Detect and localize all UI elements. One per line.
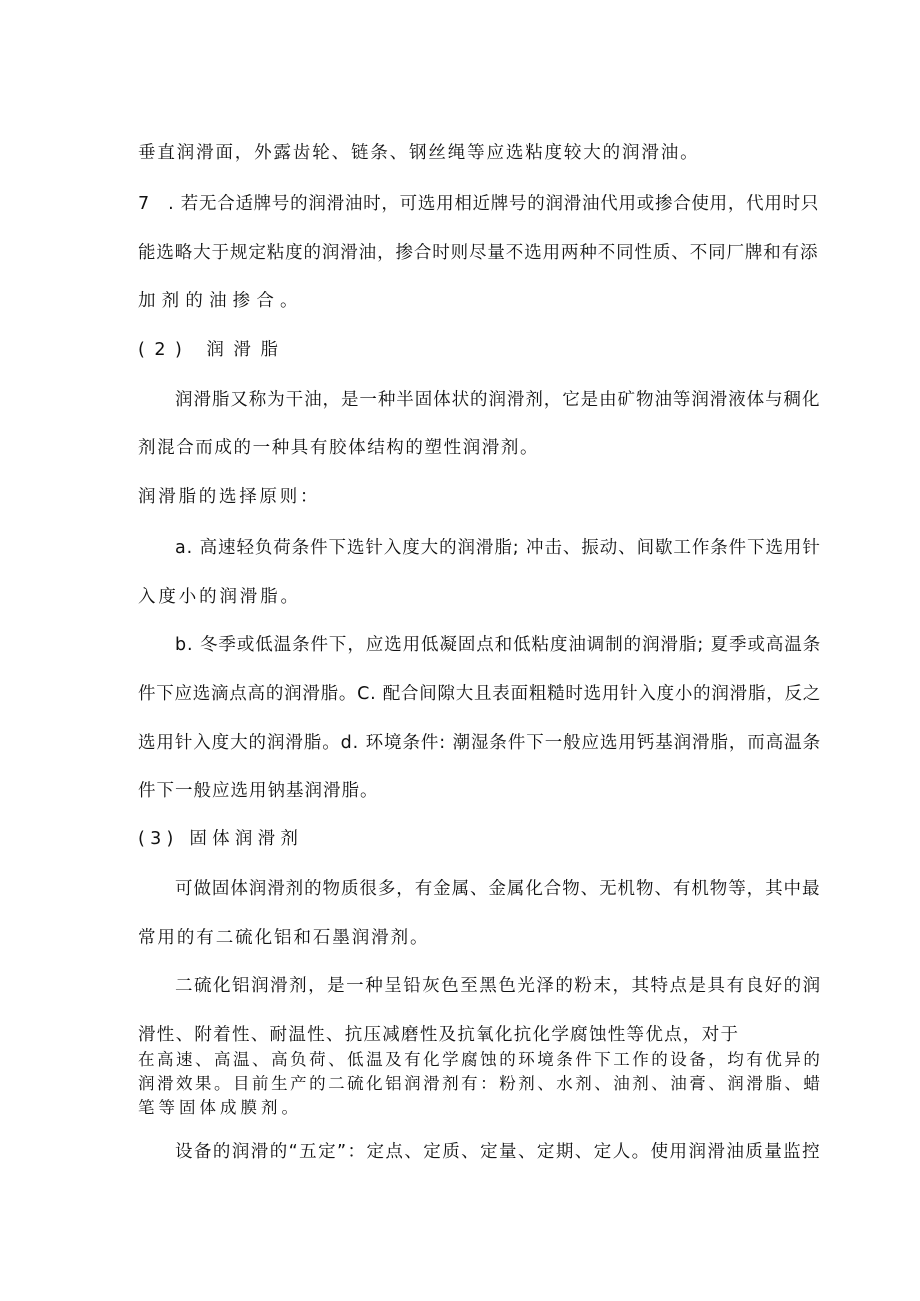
text-line: 常用的有二硫化铝和石墨润滑剂。 (138, 928, 430, 948)
text-line: 选用针入度大的润滑脂。d. 环境条件: 潮湿条件下一般应选用钙基润滑脂，而高温条 (138, 733, 821, 753)
text-line: a. 高速轻负荷条件下选针入度大的润滑脂; 冲击、振动、间歇工作条件下选用针 (175, 538, 821, 558)
text-line: b. 冬季或低温条件下，应选用低凝固点和低粘度油调制的润滑脂; 夏季或高温条 (175, 635, 822, 655)
section-heading: (2) 润滑脂 (138, 340, 288, 360)
text-line: 滑性、附着性、耐温性、抗压减磨性及抗氧化抗化学腐蚀性等优点，对于 (138, 1025, 740, 1045)
section-heading: (3) 固体润滑剂 (138, 829, 304, 849)
text-line: 剂混合而成的一种具有胶体结构的塑性润滑剂。 (138, 438, 540, 458)
text-line: 二硫化铝润滑剂，是一种呈铅灰色至黑色光泽的粉末，其特点是具有良好的润 (175, 976, 822, 996)
text-line: 件下一般应选用钠基润滑脂。 (138, 781, 379, 801)
text-line: 润滑脂的选择原则： (138, 487, 321, 507)
text-line: 可做固体润滑剂的物质很多，有金属、金属化合物、无机物、有机物等，其中最 (175, 879, 821, 899)
text-line: 加剂的油掺合。 (138, 291, 304, 311)
text-line: 润滑脂又称为干油，是一种半固体状的润滑剂，它是由矿物油等润滑液体与稠化 (175, 390, 821, 410)
text-line: 垂直润滑面，外露齿轮、链条、钢丝绳等应选粘度较大的润滑油。 (138, 143, 700, 163)
text-line: 设备的润滑的“五定”：定点、定质、定量、定期、定人。使用润滑油质量监控 (175, 1142, 822, 1162)
text-line: 能选略大于规定粘度的润滑油，掺合时则尽量不选用两种不同性质、不同厂牌和有添 (138, 243, 819, 263)
text-line: 件下应选滴点高的润滑脂。C. 配合间隙大且表面粗糙时选用针入度小的润滑脂，反之 (138, 684, 821, 704)
text-line: 入度小的润滑脂。 (138, 587, 301, 607)
text-line: 在高速、高温、高负荷、低温及有化学腐蚀的环境条件下工作的设备，均有优异的 (138, 1050, 823, 1069)
text-line: 7 . 若无合适牌号的润滑油时，可选用相近牌号的润滑油代用或掺合使用，代用时只 (138, 194, 820, 214)
text-line: 笔等固体成膜剂。 (138, 1098, 302, 1117)
text-line: 润滑效果。目前生产的二硫化铝润滑剂有：粉剂、水剂、油剂、油膏、润滑脂、蜡 (138, 1074, 823, 1093)
